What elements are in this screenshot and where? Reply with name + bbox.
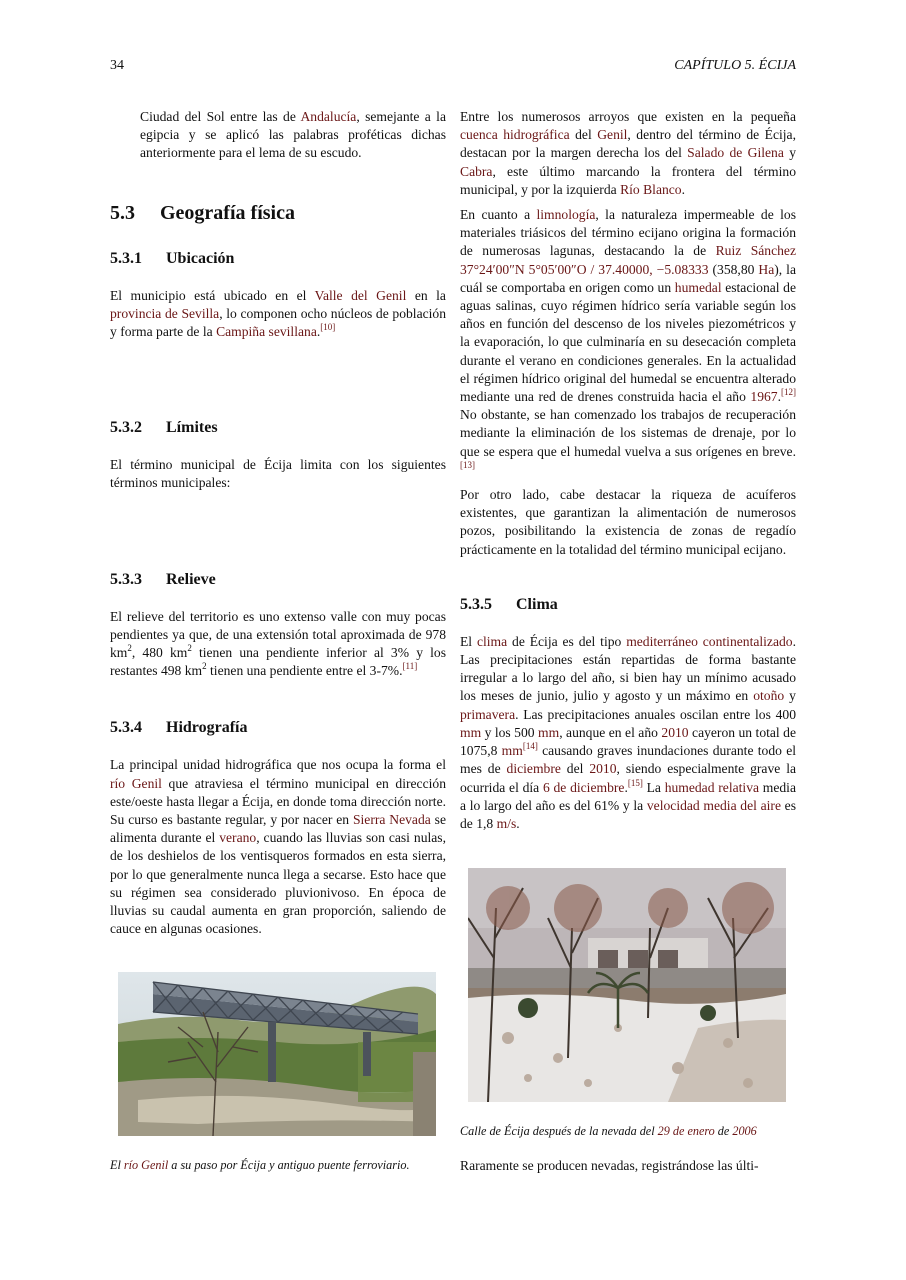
- superscript: 2: [127, 643, 132, 654]
- reference-link[interactable]: [15]: [627, 777, 643, 788]
- wiki-link[interactable]: río Genil: [110, 775, 162, 791]
- text-run: del: [569, 127, 598, 143]
- text-run: en la: [406, 287, 446, 303]
- wiki-link[interactable]: 2010: [661, 724, 689, 740]
- wiki-link[interactable]: provincia de Sevilla: [110, 305, 220, 321]
- text-run: causando graves inundaciones durante todo el mes de: [460, 743, 797, 777]
- subsection-number: 5.3.5: [460, 595, 492, 613]
- wiki-link[interactable]: 6 de diciembre: [542, 779, 625, 795]
- subsection-title: Ubicación: [166, 249, 235, 267]
- superscript: 2: [202, 661, 207, 672]
- reference-link[interactable]: [14]: [522, 741, 538, 752]
- text-run: . Las precipitaciones anuales oscilan entre los 400: [515, 706, 796, 722]
- wiki-link[interactable]: verano: [219, 830, 257, 846]
- subsection-title: Clima: [516, 595, 558, 613]
- text-run: Calle de Écija después de la nevada del: [460, 1124, 658, 1138]
- text-run: (358,80: [708, 261, 759, 277]
- acuiferos-paragraph: [460, 486, 796, 559]
- text-run: El término municipal de Écija limita con los siguientes términos municipales:: [110, 457, 446, 491]
- subsection-number: 5.3.3: [110, 570, 142, 588]
- wiki-link[interactable]: mm: [460, 724, 482, 740]
- wiki-link[interactable]: Valle del Genil: [314, 287, 407, 303]
- wiki-link[interactable]: primavera: [460, 706, 516, 722]
- ubicacion-paragraph: [110, 287, 446, 342]
- subsection-heading-clima: [460, 595, 796, 615]
- text-run: ), la cuál se comportaba en origen como un: [460, 261, 796, 295]
- text-run: , cuando las lluvias son casi nulas, de los deshielos de los ventisqueros formados en esta sierra, por lo que generalmente nunca llega a secarse. Esto hace que su régimen sea considerado pluvionivoso. En época de lluvias su caudal aumenta en gran proporción, saliendo de cauce en algunas ocasiones.: [110, 830, 446, 937]
- wiki-link[interactable]: Campiña sevillana: [216, 324, 317, 340]
- superscript: 2: [187, 643, 192, 654]
- wiki-link[interactable]: Ha: [758, 261, 775, 277]
- text-run: del: [560, 761, 590, 777]
- text-run: El municipio está ubicado en el: [110, 287, 315, 303]
- subsection-title: Relieve: [166, 570, 216, 588]
- reference-link[interactable]: [11]: [402, 661, 418, 672]
- text-run: El relieve del territorio es uno extenso valle con muy pocas pendientes ya que, de una extensión total aproximada de 978 km: [110, 608, 446, 661]
- wiki-link[interactable]: 2010: [589, 761, 617, 777]
- text-run: , semejante a la egipcia y se aplicó las palabras proféticas dichas anteriormente para el lema de su escudo.: [140, 109, 446, 161]
- subsection-title: Límites: [166, 419, 218, 437]
- text-run: .: [624, 779, 628, 795]
- wiki-link[interactable]: clima: [476, 633, 508, 649]
- wiki-link[interactable]: río Genil: [123, 1158, 169, 1172]
- text-run: No obstante, se han comenzado los trabajos de recuperación mediante la eliminación de los sistemas de drenaje, por lo que se espera que el humedal vuelva a sus orígenes en breve.: [460, 407, 796, 459]
- text-run: y los 500: [481, 724, 539, 740]
- wiki-link[interactable]: Andalucía: [300, 109, 357, 124]
- text-run: .: [316, 324, 321, 340]
- text-run: , dentro del término de Écija, destacan por la margen derecha los del: [460, 127, 796, 161]
- text-run: . Las precipitaciones están repartidas de forma bastante irregular a lo largo del año, si bien hay un mínimo acusado los meses de junio, julio y agosto y un máximo en: [460, 633, 796, 704]
- text-run: Por otro lado, cabe destacar la riqueza de acuíferos existentes, que garantizan la alimentación de numerosos pozos, posibilitando la existencia de zonas de regadío prácticamente en la totalidad del término municipal ecijano.: [460, 487, 796, 557]
- wiki-link[interactable]: Genil: [597, 127, 628, 143]
- bridge-photo: [118, 972, 436, 1136]
- section-title: Geografía física: [160, 201, 295, 224]
- text-run: media a lo largo del año es del 61% y la: [460, 779, 796, 813]
- wiki-link[interactable]: cuenca hidrográfica: [460, 127, 570, 143]
- text-run: se alimenta durante el: [110, 812, 446, 846]
- subsection-title: Hidrografía: [166, 719, 248, 737]
- wiki-link[interactable]: Ruiz Sánchez 37°24′00″N 5°05′00″O / 37.40000, −5.08333: [460, 243, 796, 277]
- wiki-link[interactable]: humedad relativa: [664, 779, 760, 795]
- text-run: .: [516, 815, 520, 831]
- text-run: tienen una pendiente inferior al 3% y los restantes 498 km: [110, 645, 446, 679]
- text-run: y: [783, 145, 796, 161]
- section-heading: [110, 201, 446, 225]
- wiki-link[interactable]: mm: [538, 724, 560, 740]
- relieve-paragraph: [110, 608, 446, 681]
- clima-paragraph: [460, 633, 796, 833]
- subsection-heading-hidrografia: [110, 718, 446, 738]
- text-run: que atraviesa el término municipal en dirección este/oeste hasta llegar a Écija, en donde toma dirección norte. Su curso es bastante regular, y por nacer en: [110, 775, 446, 828]
- subsection-heading-relieve: [110, 570, 446, 590]
- arroyos-paragraph: [460, 108, 796, 199]
- reference-link[interactable]: [10]: [320, 322, 336, 333]
- wiki-link[interactable]: Río Blanco: [620, 181, 682, 197]
- wiki-link[interactable]: 29 de enero: [657, 1124, 715, 1138]
- page-number: 34: [110, 58, 124, 73]
- subsection-number: 5.3.2: [110, 419, 142, 437]
- text-run: Entre los numerosos arroyos que existen en la pequeña: [460, 109, 796, 124]
- limnologia-paragraph: [460, 206, 796, 479]
- wiki-link[interactable]: Sierra Nevada: [352, 812, 431, 828]
- text-run: , aunque en el año: [559, 724, 662, 740]
- wiki-link[interactable]: velocidad media del aire: [646, 797, 781, 813]
- subsection-heading-ubicacion: [110, 249, 446, 269]
- text-run: , la naturaleza impermeable de los materiales triásicos del término ecijano origina la formación de numerosas lagunas, destacando la de: [460, 207, 796, 259]
- subsection-number: 5.3.1: [110, 249, 142, 267]
- text-run: de Écija es del tipo: [507, 633, 627, 649]
- text-run: a su paso por Écija y antiguo puente ferroviario.: [168, 1158, 410, 1172]
- hidrografia-paragraph: [110, 756, 446, 938]
- section-number: 5.3: [110, 201, 135, 224]
- text-run: y: [784, 688, 796, 704]
- text-run: , 480 km: [131, 645, 188, 661]
- subsection-heading-limites: [110, 418, 446, 438]
- reference-link[interactable]: [13]: [460, 459, 475, 470]
- wiki-link[interactable]: 2006: [732, 1124, 757, 1138]
- intro-paragraph: [140, 108, 446, 163]
- nevadas-paragraph: [460, 1157, 796, 1175]
- bridge-photo-caption: [110, 1157, 446, 1173]
- wiki-link[interactable]: mediterráneo continentalizado: [626, 633, 793, 649]
- text-run: .: [777, 389, 781, 405]
- chapter-title: CAPÍTULO 5. ÉCIJA: [674, 58, 796, 73]
- text-run: El: [110, 1158, 124, 1172]
- text-run: , lo componen ocho núcleos de población y forma parte de la: [110, 305, 447, 340]
- text-run: es de 1,8: [460, 797, 796, 831]
- text-run: .: [681, 181, 686, 197]
- reference-link[interactable]: [12]: [781, 387, 796, 398]
- text-run: La principal unidad hidrográfica que nos ocupa la forma el: [110, 757, 446, 773]
- wiki-link[interactable]: diciembre: [506, 761, 561, 777]
- text-run: , siendo especialmente grave la ocurrida el día: [460, 761, 797, 795]
- text-run: En cuanto a: [460, 207, 537, 223]
- text-run: Raramente se producen nevadas, registrándose las últi-: [460, 1158, 759, 1173]
- left-column: [110, 108, 446, 938]
- text-run: , este último marcando la frontera del término municipal, y por la izquierda: [460, 163, 796, 197]
- text-run: El: [460, 633, 477, 649]
- snow-photo-caption: [460, 1123, 796, 1139]
- text-run: cayeron un total de 1075,8: [460, 724, 796, 759]
- wiki-link[interactable]: Salado de Gilena: [687, 145, 784, 161]
- snow-street-photo-image: [468, 868, 786, 1102]
- snow-street-photo: [468, 868, 786, 1102]
- wiki-link[interactable]: Cabra: [460, 163, 493, 179]
- wiki-link[interactable]: humedal: [674, 279, 722, 295]
- wiki-link[interactable]: 1967: [750, 389, 778, 405]
- subsection-number: 5.3.4: [110, 719, 142, 737]
- text-run: de: [714, 1124, 733, 1138]
- wiki-link[interactable]: mm: [501, 743, 523, 759]
- wiki-link[interactable]: otoño: [753, 688, 785, 704]
- wiki-link[interactable]: limnología: [536, 207, 596, 223]
- text-run: La: [642, 779, 665, 795]
- bridge-photo-image: [118, 972, 436, 1136]
- text-run: Ciudad del Sol entre las de: [140, 109, 301, 124]
- limites-paragraph: [110, 456, 446, 492]
- text-run: tienen una pendiente entre el 3-7%.: [206, 663, 403, 679]
- right-column: [460, 108, 796, 833]
- wiki-link[interactable]: m/s: [496, 815, 517, 831]
- text-run: estacional de aguas salinas, cuyo régimen hídrico sería variable según los años en función del descenso de los niveles piezométricos y la evaporación, lo que culminaría en su desecación completa durante el verano en condiciones generales. En la actualidad el régimen hídrico original del humedal se encuentra alterado mediante una red de drenes construida hacia el año: [460, 279, 796, 405]
